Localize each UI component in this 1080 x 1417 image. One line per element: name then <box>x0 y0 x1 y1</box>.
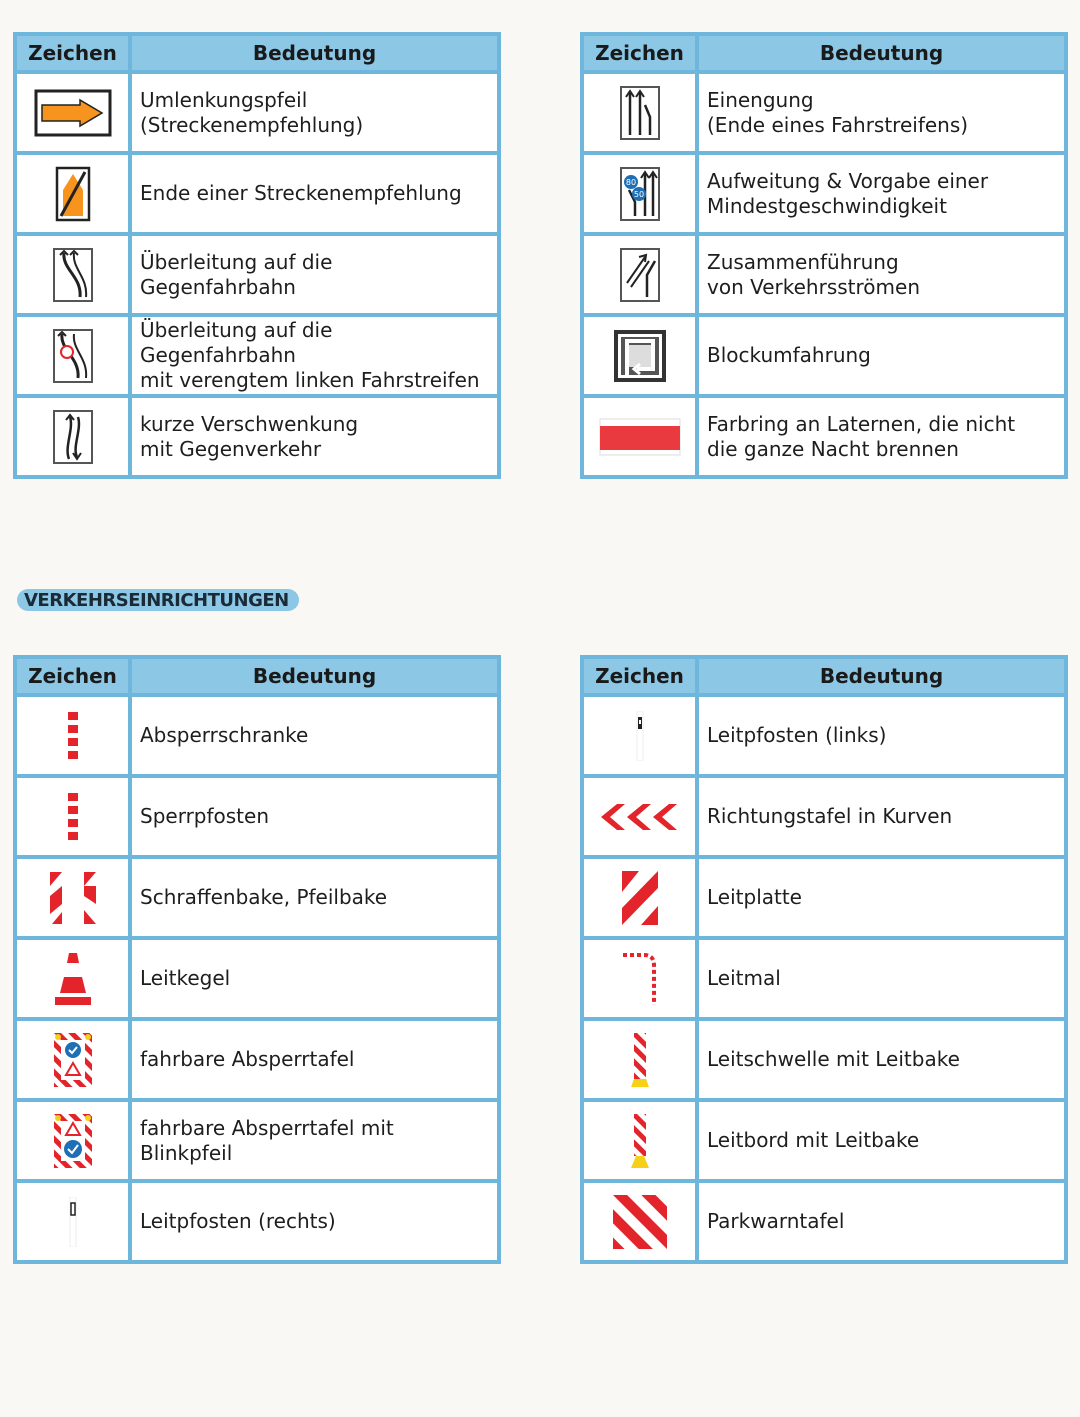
delineator-post-right-icon <box>67 1197 79 1247</box>
meaning-label: Absperrschranke <box>130 695 499 776</box>
short-swing-with-oncoming-traffic-icon <box>52 409 94 465</box>
meaning-line-1: Überleitung auf die Gegenfahrbahn <box>140 249 333 299</box>
table-traffic-devices-right <box>580 655 1068 1264</box>
header-meaning: Bedeutung <box>697 34 1066 72</box>
meaning-label: Leitpfosten (links) <box>697 695 1066 776</box>
meaning-label: Parkwarntafel <box>697 1181 1066 1262</box>
meaning-line-2: (Ende eines Fahrstreifens) <box>707 112 969 137</box>
meaning-line-1: Ende einer Streckenempfehlung <box>140 181 462 205</box>
meaning-line-2: mit Gegenverkehr <box>140 436 322 461</box>
table-row <box>582 938 1066 1019</box>
meaning-label: Leitpfosten (rechts) <box>130 1181 499 1262</box>
meaning-label: Leitbord mit Leitbake <box>697 1100 1066 1181</box>
table-row <box>582 234 1066 315</box>
meaning-line-1: kurze Verschwenkung <box>140 411 359 436</box>
hatched-beacon-icon <box>48 870 98 926</box>
header-sign: Zeichen <box>15 657 130 695</box>
table-traffic-devices-left <box>13 655 501 1264</box>
header-meaning: Bedeutung <box>697 657 1066 695</box>
meaning-line-1: Zusammenführung <box>707 249 899 274</box>
table-row <box>582 396 1066 477</box>
barrier-post-icon <box>67 793 79 841</box>
meaning-line-2: die ganze Nacht brennen <box>707 436 959 461</box>
table-row <box>15 153 499 234</box>
meaning-line-2: (Streckenempfehlung) <box>140 112 364 137</box>
table-row <box>582 857 1066 938</box>
speed-50-label: 50 <box>633 189 644 199</box>
speed-80-label: 80 <box>625 177 636 187</box>
table-row <box>15 396 499 477</box>
table-row <box>15 776 499 857</box>
table-row <box>582 1181 1066 1262</box>
red-lamp-ring-icon <box>599 418 681 456</box>
diversion-arrow-icon <box>34 89 112 137</box>
guide-curb-beacon-icon <box>629 1113 651 1169</box>
chevron-board-icon <box>599 802 681 832</box>
meaning-label: Richtungstafel in Kurven <box>697 776 1066 857</box>
meaning-label: Sperrpfosten <box>130 776 499 857</box>
table-row <box>15 695 499 776</box>
block-detour-icon <box>613 329 667 383</box>
meaning-line-1: Farbring an Laternen, die nicht <box>707 411 1016 436</box>
table-row <box>15 1181 499 1262</box>
meaning-line-1: Einengung <box>707 87 814 112</box>
table-row <box>15 1019 499 1100</box>
crossover-narrowed-left-lane-icon <box>52 328 94 384</box>
table-row <box>582 1100 1066 1181</box>
parking-warning-board-icon <box>612 1194 668 1250</box>
mobile-barrier-board-arrow-icon <box>53 1113 93 1169</box>
delineator-post-left-icon <box>634 711 646 761</box>
table-row <box>582 776 1066 857</box>
meaning-line-2: Mindestgeschwindigkeit <box>707 193 947 218</box>
guide-plate-icon <box>621 870 659 926</box>
table-row <box>15 315 499 396</box>
mobile-barrier-board-icon <box>53 1032 93 1088</box>
barrier-rail-icon <box>67 712 79 760</box>
meaning-line-1: Überleitung auf die Gegenfahrbahn <box>140 318 333 367</box>
table-row <box>15 938 499 1019</box>
header-sign: Zeichen <box>582 34 697 72</box>
traffic-cone-icon <box>53 951 93 1007</box>
table-row <box>15 1100 499 1181</box>
meaning-label: fahrbare Absperrtafel <box>130 1019 499 1100</box>
widening-minimum-speed-icon <box>619 166 661 222</box>
crossover-to-opposite-lane-icon <box>52 247 94 303</box>
lane-narrowing-icon <box>619 85 661 141</box>
header-sign: Zeichen <box>582 657 697 695</box>
table-row <box>582 153 1066 234</box>
meaning-line-2: mit verengtem linken Fahrstreifen <box>140 368 480 392</box>
meaning-label: fahrbare Absperrtafel mit Blinkpfeil <box>130 1100 499 1181</box>
meaning-line-1: Blockumfahrung <box>707 343 871 367</box>
meaning-label: Leitplatte <box>697 857 1066 938</box>
table-row <box>15 857 499 938</box>
table-row <box>582 1019 1066 1100</box>
table-detour-signs-left <box>13 32 501 479</box>
meaning-label: Leitkegel <box>130 938 499 1019</box>
header-meaning: Bedeutung <box>130 657 499 695</box>
meaning-label: Leitmal <box>697 938 1066 1019</box>
meaning-line-1: Aufweitung & Vorgabe einer <box>707 168 989 193</box>
meaning-line-2: von Verkehrsströmen <box>707 274 920 299</box>
table-row <box>582 695 1066 776</box>
table-row <box>15 234 499 315</box>
table-row <box>582 315 1066 396</box>
meaning-label: Schraffenbake, Pfeilbake <box>130 857 499 938</box>
section-heading-traffic-devices: VERKEHRSEINRICHTUNGEN <box>17 589 299 611</box>
meaning-label: Leitschwelle mit Leitbake <box>697 1019 1066 1100</box>
end-of-route-recommendation-icon <box>55 166 91 222</box>
table-row <box>15 72 499 153</box>
guide-mark-icon <box>620 951 660 1007</box>
table-row <box>582 72 1066 153</box>
guide-sill-beacon-icon <box>629 1032 651 1088</box>
meaning-line-1: Umlenkungspfeil <box>140 87 308 112</box>
header-sign: Zeichen <box>15 34 130 72</box>
merging-traffic-icon <box>619 247 661 303</box>
table-detour-signs-right <box>580 32 1068 479</box>
header-meaning: Bedeutung <box>130 34 499 72</box>
